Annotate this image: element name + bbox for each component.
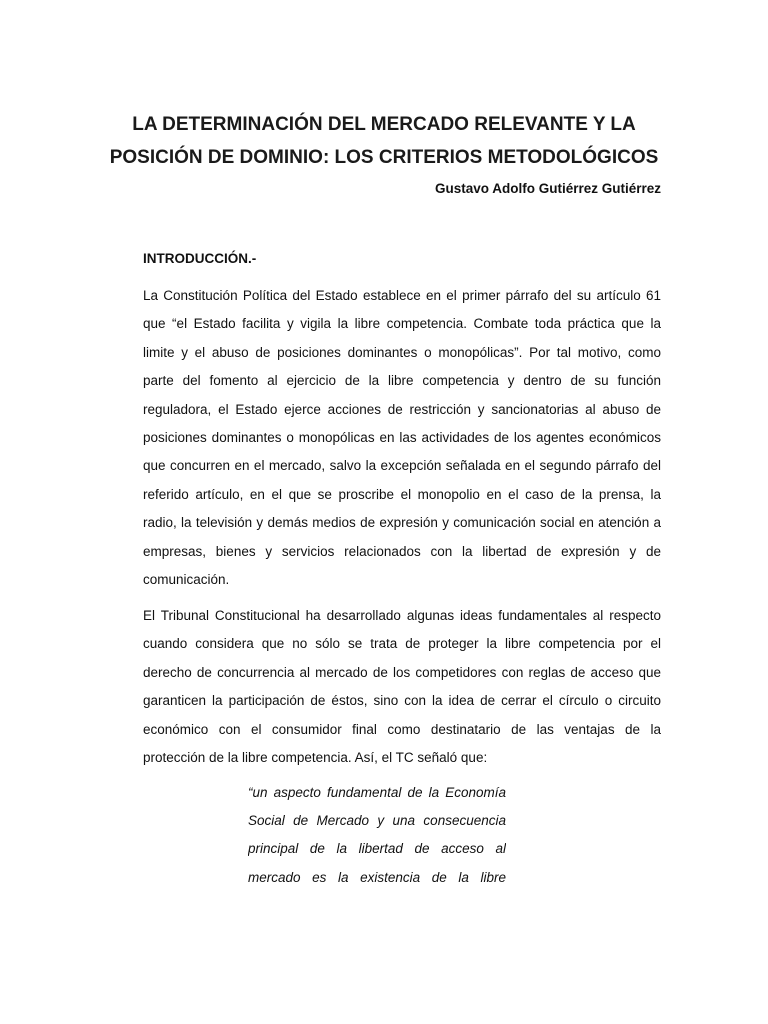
quote-line: “un aspecto fundamental de la Economía: [248, 785, 506, 800]
paragraph-line: que concurren en el mercado, salvo la excepción señalada en el segundo párrafo del: [143, 458, 661, 474]
paragraph-line: reguladora, el Estado ejerce acciones de restricción y sancionatorias al abuso de: [143, 401, 661, 417]
paragraph-line: empresas, bienes y servicios relacionados con la libertad de expresión y de: [143, 543, 661, 559]
paragraph-line: protección de la libre competencia. Así, el TC señaló que:: [143, 749, 488, 765]
paragraph-line: derecho de concurrencia al mercado de los competidores con reglas de acceso que: [143, 664, 661, 680]
quote-line: Social de Mercado y una consecuencia: [248, 813, 506, 829]
quote-line: mercado es la existencia de la libre: [248, 869, 506, 885]
title-line: POSICIÓN DE DOMINIO: LOS CRITERIOS METODOLÓGICOS: [109, 147, 659, 168]
paragraph-line: que “el Estado facilita y vigila la libre competencia. Combate toda práctica que la: [143, 316, 661, 332]
paragraph-line: La Constitución Política del Estado establece en el primer párrafo del su artículo 61: [143, 288, 661, 303]
title-line: LA DETERMINACIÓN DEL MERCADO RELEVANTE Y LA: [132, 114, 636, 135]
paragraph-line: El Tribunal Constitucional ha desarrollado algunas ideas fundamentales al respecto: [143, 608, 661, 623]
section-heading: INTRODUCCIÓN.-: [143, 251, 257, 266]
paragraph-line: económico con el consumidor final como destinatario de las ventajas de la: [143, 721, 661, 737]
author-name: Gustavo Adolfo Gutiérrez Gutiérrez: [434, 181, 661, 196]
quote-line: principal de la libertad de acceso al: [248, 841, 506, 857]
paragraph-line: posiciones dominantes o monopólicas en las actividades de los agentes económicos: [143, 429, 661, 445]
paragraph-line: referido artículo, en el que se proscribe el monopolio en el caso de la prensa, la: [143, 486, 661, 502]
paragraph-line: limite y el abuso de posiciones dominantes o monopólicas”. Por tal motivo, como: [143, 344, 661, 360]
paragraph-2: [143, 602, 661, 772]
paragraph-line: cuando considera que no sólo se trata de proteger la libre competencia por el: [143, 636, 661, 652]
paragraph-line: garanticen la participación de éstos, sino con la idea de cerrar el círculo o circuito: [143, 693, 661, 709]
document-title: [100, 108, 668, 174]
paragraph-line: radio, la televisión y demás medios de expresión y comunicación social en atención a: [143, 515, 661, 531]
paragraph-1: [143, 282, 661, 594]
paragraph-line: comunicación.: [143, 571, 230, 587]
paragraph-line: parte del fomento al ejercicio de la libre competencia y dentro de su función: [143, 373, 661, 389]
block-quote: [248, 779, 506, 892]
